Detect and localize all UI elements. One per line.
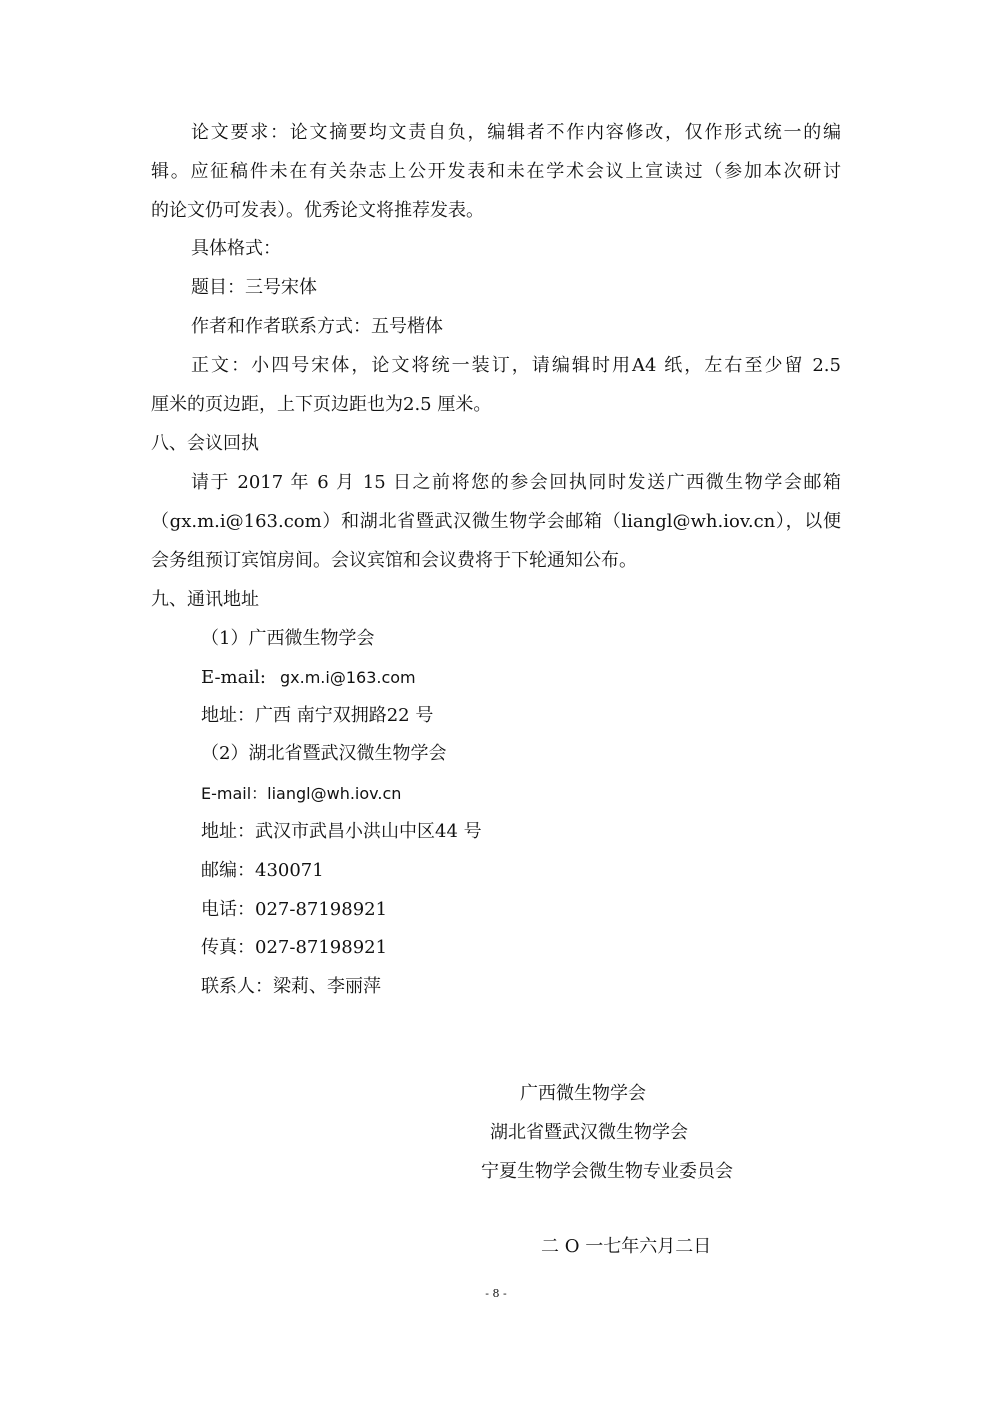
signature-org-3: 宁夏生物学会微生物专业委员会: [481, 1161, 733, 1182]
org2-fax: 传真：027-87198921: [201, 937, 388, 958]
format-body-line-2: 厘米的页边距，上下页边距也为2.5 厘米。: [151, 394, 492, 415]
org1-name: （1）广西微生物学会: [201, 628, 375, 649]
section-8-heading: 八、会议回执: [151, 433, 259, 454]
format-body-line-1: 正文：小四号宋体，论文将统一装订，请编辑时用A4 纸，左右至少留 2.5: [191, 355, 841, 376]
org2-phone: 电话：027-87198921: [201, 899, 388, 920]
format-heading: 具体格式：: [191, 238, 281, 259]
signature-date: 二 O 一七年六月二日: [541, 1236, 712, 1257]
section-8-line-1: 请于 2017 年 6 月 15 日之前将您的参会回执同时发送广西微生物学会邮箱: [191, 472, 841, 493]
org1-address: 地址：广西 南宁双拥路22 号: [201, 705, 434, 726]
signature-org-2: 湖北省暨武汉微生物学会: [490, 1122, 688, 1143]
org2-address: 地址：武汉市武昌小洪山中区44 号: [201, 821, 482, 842]
section-9-heading: 九、通讯地址: [151, 589, 259, 610]
org2-email: E-mail：liangl@wh.iov.cn: [201, 784, 402, 803]
page-number: - 8 -: [485, 1287, 507, 1300]
signature-org-1: 广西微生物学会: [520, 1083, 646, 1104]
org2-contact: 联系人：梁莉、李丽萍: [201, 976, 381, 997]
org2-postcode: 邮编：430071: [201, 860, 324, 881]
org1-email-label: E-mail:: [201, 667, 266, 688]
org1-email: gx.m.i@163.com: [280, 668, 416, 687]
section-8-line-3: 会务组预订宾馆房间。会议宾馆和会议费将于下轮通知公布。: [151, 550, 637, 571]
format-title: 题目：三号宋体: [191, 277, 317, 298]
paper-requirements-line-1: 论文要求：论文摘要均文责自负，编辑者不作内容修改，仅作形式统一的编: [191, 122, 841, 143]
paper-requirements-line-3: 的论文仍可发表）。优秀论文将推荐发表。: [151, 200, 484, 221]
section-8-line-2: （gx.m.i@163.com）和湖北省暨武汉微生物学会邮箱（liangl@wh.iov.cn），以便: [151, 511, 841, 532]
format-author: 作者和作者联系方式：五号楷体: [191, 316, 443, 337]
paper-requirements-line-2: 辑。应征稿件未在有关杂志上公开发表和未在学术会议上宣读过（参加本次研讨: [151, 161, 841, 182]
org2-name: （2）湖北省暨武汉微生物学会: [201, 743, 447, 764]
